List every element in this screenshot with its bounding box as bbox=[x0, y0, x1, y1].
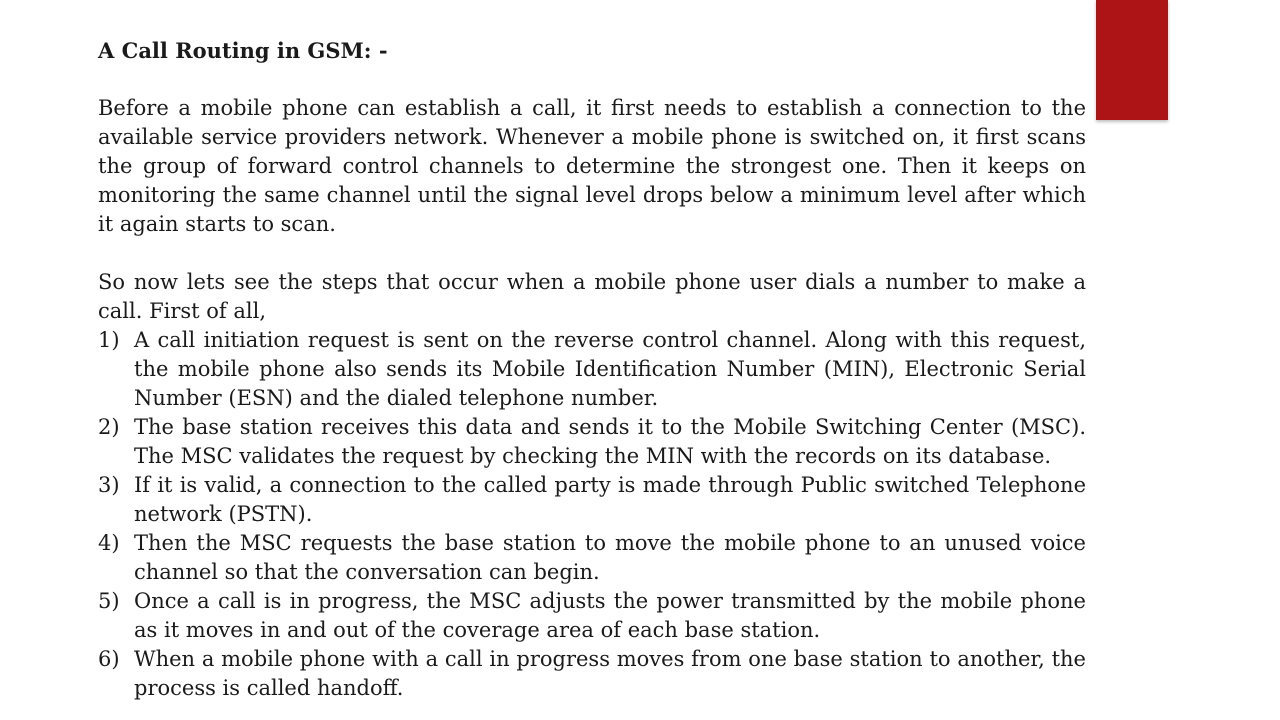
step-text: When a mobile phone with a call in progress moves from one base station to another, the process is called handoff. bbox=[134, 647, 1086, 700]
lead-in-paragraph: So now lets see the steps that occur when a mobile phone user dials a number to make a call. First of all, bbox=[98, 270, 1086, 323]
list-item bbox=[98, 587, 1086, 645]
step-number: 1) bbox=[98, 328, 120, 352]
step-number: 6) bbox=[98, 647, 120, 671]
step-text: The base station receives this data and sends it to the Mobile Switching Center (MSC). The MSC validates the request by checking the MIN with the records on its database. bbox=[134, 415, 1086, 468]
list-item bbox=[98, 529, 1086, 587]
step-text: Once a call is in progress, the MSC adjusts the power transmitted by the mobile phone as it moves in and out of the coverage area of each base station. bbox=[134, 589, 1086, 642]
step-text: Then the MSC requests the base station to move the mobile phone to an unused voice channel so that the conversation can begin. bbox=[134, 531, 1086, 584]
step-number: 5) bbox=[98, 589, 120, 613]
list-item bbox=[98, 471, 1086, 529]
slide-body bbox=[98, 36, 1086, 703]
list-item bbox=[98, 645, 1086, 703]
step-text: If it is valid, a connection to the called party is made through Public switched Telephone network (PSTN). bbox=[134, 473, 1086, 526]
step-number: 3) bbox=[98, 473, 120, 497]
intro-paragraph: Before a mobile phone can establish a call, it first needs to establish a connection to the available service providers network. Whenever a mobile phone is switched on, it first scans the group of forward control channels to determine the strongest one. Then it keeps on monitoring the same channel until the signal level drops below a minimum level after which it again starts to scan. bbox=[98, 96, 1086, 236]
slide-title: A Call Routing in GSM: - bbox=[98, 38, 388, 63]
accent-bar bbox=[1096, 0, 1168, 120]
step-number: 2) bbox=[98, 415, 120, 439]
list-item bbox=[98, 413, 1086, 471]
list-item bbox=[98, 326, 1086, 413]
steps-list bbox=[98, 326, 1086, 703]
step-number: 4) bbox=[98, 531, 120, 555]
step-text: A call initiation request is sent on the reverse control channel. Along with this request, the mobile phone also sends its Mobile Identification Number (MIN), Electronic Serial Number (ESN) and the dialed telephone number. bbox=[134, 328, 1086, 410]
